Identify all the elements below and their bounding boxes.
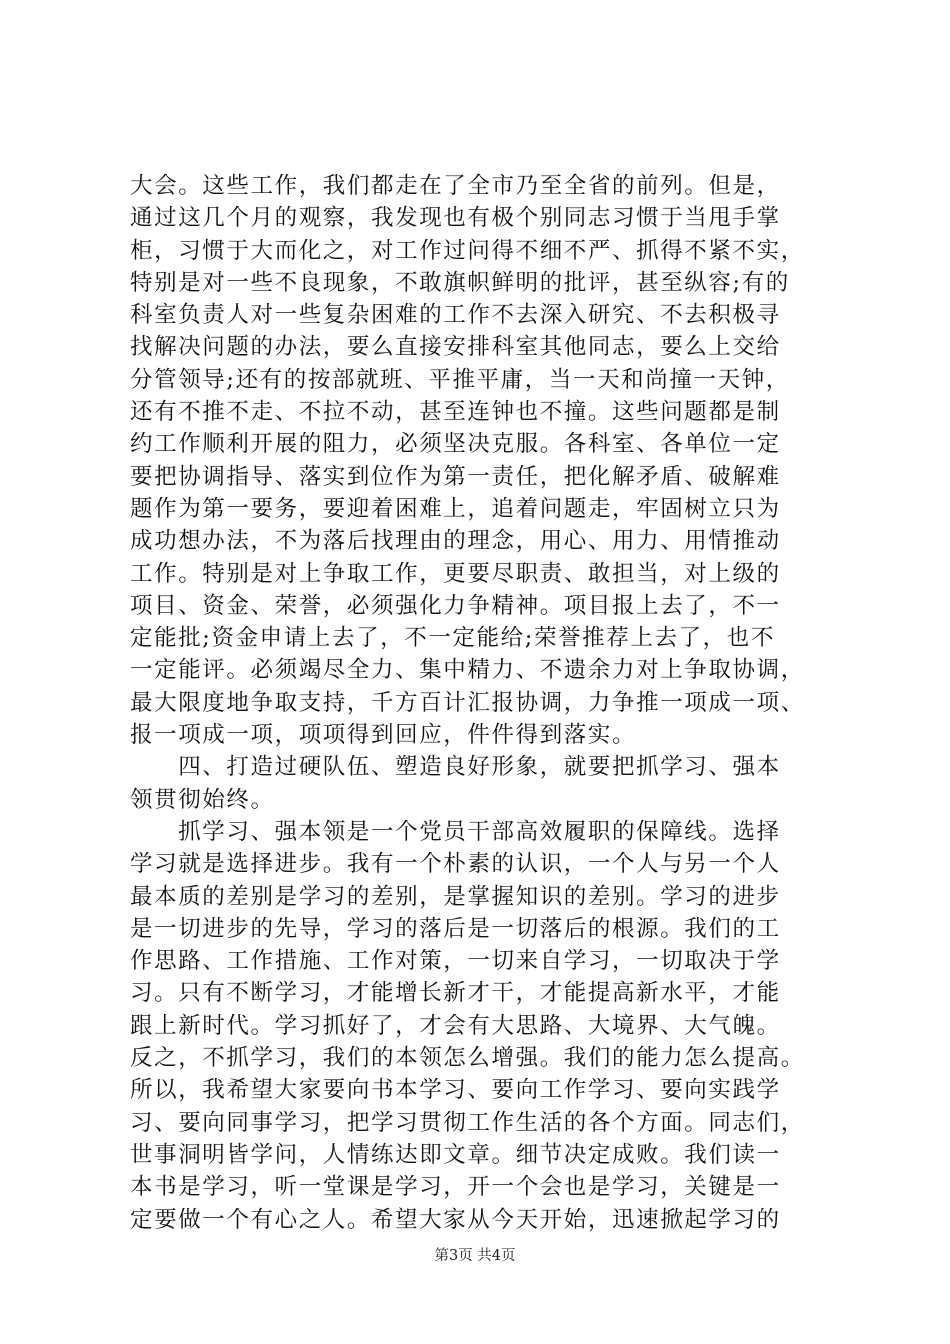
text-line: 所以，我希望大家要向书本学习、要向工作学习、要向实践学 bbox=[130, 1077, 781, 1104]
text-line: 最大限度地争取支持，千方百计汇报协调，力争推一项成一项、 bbox=[130, 689, 805, 716]
text-line: 抓学习、强本领是一个党员干部高效履职的保障线。选择 bbox=[130, 818, 781, 845]
section-heading-line: 四、打造过硬队伍、塑造良好形象，就要把抓学习、强本 bbox=[130, 754, 781, 781]
page-footer: 第3页 共4页 bbox=[434, 1248, 516, 1264]
text-line: 跟上新时代。学习抓好了，才会有大思路、大境界、大气魄。 bbox=[130, 1012, 781, 1039]
text-line: 作思路、工作措施、工作对策，一切来自学习，一切取决于学 bbox=[130, 948, 781, 975]
text-line: 本书是学习，听一堂课是学习，开一个会也是学习，关键是一 bbox=[130, 1174, 781, 1201]
text-line: 学习就是选择进步。我有一个朴素的认识，一个人与另一个人 bbox=[130, 851, 781, 878]
text-line: 题作为第一要务，要迎着困难上，追着问题走，牢固树立只为 bbox=[130, 495, 781, 522]
text-line: 习、要向同事学习，把学习贯彻工作生活的各个方面。同志们， bbox=[130, 1109, 805, 1136]
text-line: 反之，不抓学习，我们的本领怎么增强。我们的能力怎么提高。 bbox=[130, 1045, 805, 1072]
text-line: 世事洞明皆学问，人情练达即文章。细节决定成败。我们读一 bbox=[130, 1141, 781, 1168]
text-line: 习。只有不断学习，才能增长新才干，才能提高新水平，才能 bbox=[130, 980, 781, 1007]
text-line: 工作。特别是对上争取工作，更要尽职责、敢担当，对上级的 bbox=[130, 560, 781, 587]
text-line: 是一切进步的先导，学习的落后是一切落后的根源。我们的工 bbox=[130, 915, 781, 942]
section-heading-line: 领贯彻始终。 bbox=[130, 786, 275, 813]
text-line: 大会。这些工作，我们都走在了全市乃至全省的前列。但是， bbox=[130, 173, 781, 199]
text-line: 约工作顺利开展的阻力，必须坚决克服。各科室、各单位一定 bbox=[130, 431, 781, 458]
text-line: 一定能评。必须竭尽全力、集中精力、不遗余力对上争取协调， bbox=[130, 657, 805, 684]
text-line: 还有不推不走、不拉不动，甚至连钟也不撞。这些问题都是制 bbox=[130, 399, 781, 426]
text-line: 定要做一个有心之人。希望大家从今天开始，迅速掀起学习的 bbox=[130, 1206, 781, 1233]
text-line: 通过这几个月的观察，我发现也有极个别同志习惯于当甩手掌 bbox=[130, 205, 781, 232]
text-line: 要把协调指导、落实到位作为第一责任，把化解矛盾、破解难 bbox=[130, 463, 781, 490]
text-line: 特别是对一些不良现象，不敢旗帜鲜明的批评，甚至纵容;有的 bbox=[130, 269, 790, 296]
text-line: 最本质的差别是学习的差别，是掌握知识的差别。学习的进步 bbox=[130, 883, 781, 910]
text-line: 柜，习惯于大而化之，对工作过问得不细不严、抓得不紧不实， bbox=[130, 237, 805, 264]
text-line: 科室负责人对一些复杂困难的工作不去深入研究、不去积极寻 bbox=[130, 302, 781, 329]
text-line: 项目、资金、荣誉，必须强化力争精神。项目报上去了，不一 bbox=[130, 592, 781, 619]
text-line: 分管领导;还有的按部就班、平推平庸，当一天和尚撞一天钟， bbox=[130, 366, 790, 393]
text-line: 成功想办法，不为落后找理由的理念，用心、用力、用情推动 bbox=[130, 528, 781, 555]
text-line: 定能批;资金申请上去了，不一定能给;荣誉推荐上去了，也不 bbox=[130, 625, 775, 652]
text-line: 找解决问题的办法，要么直接安排科室其他同志，要么上交给 bbox=[130, 334, 781, 361]
text-line: 报一项成一项，项项得到回应，件件得到落实。 bbox=[130, 722, 637, 749]
body-text bbox=[130, 170, 850, 1236]
